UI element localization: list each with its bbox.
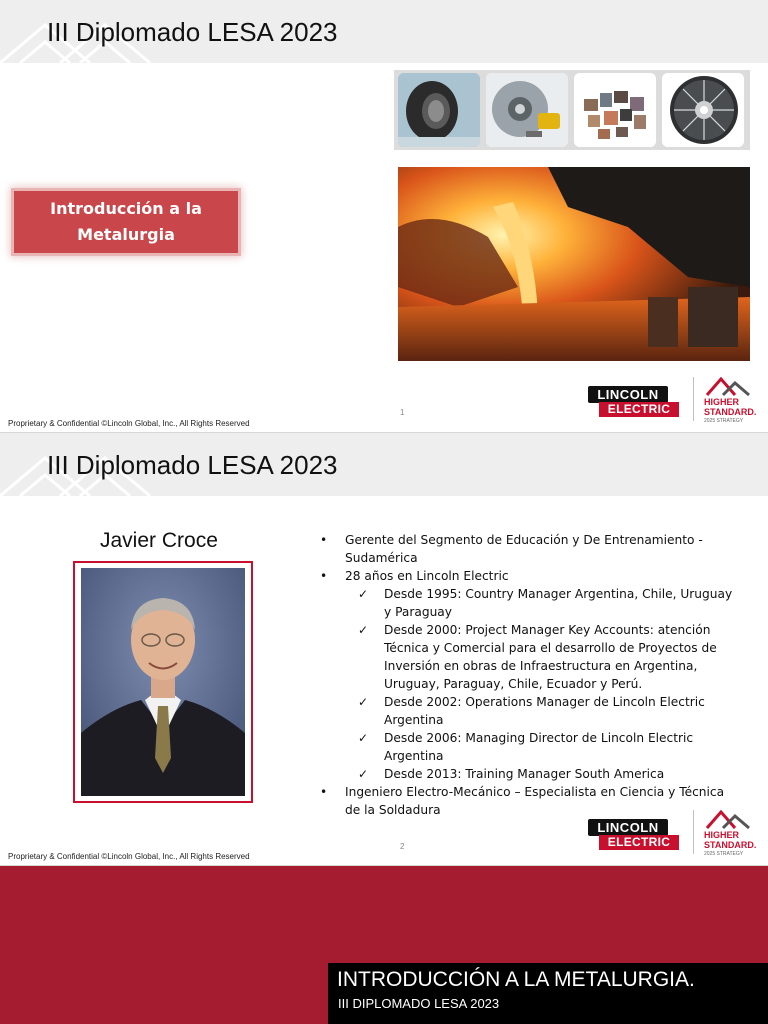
footer-copyright: Proprietary & Confidential ©Lincoln Global, Inc., All Rights Reserved	[8, 852, 250, 861]
higher-standard-mountain-icon	[705, 808, 753, 830]
slide-3-cover	[0, 866, 768, 1024]
bio-bullet: • Gerente del Segmento de Educación y De Entrenamiento - Sudamérica	[320, 533, 703, 565]
higher-standard-mountain-icon	[705, 375, 753, 397]
checkmark-icon: ✓	[358, 695, 369, 709]
bio-check-item: ✓ Desde 1995: Country Manager Argentina, Chile, Uruguay y Paraguay	[358, 587, 733, 619]
page-number: 2	[400, 842, 405, 851]
brand-logos	[588, 375, 756, 423]
cover-title: INTRODUCCIÓN A LA METALURGIA.	[337, 968, 695, 991]
speaker-photo-frame	[73, 561, 253, 803]
materials-image-strip	[394, 70, 750, 150]
bio-check-item: ✓ Desde 2013: Training Manager South America	[358, 767, 665, 781]
slide-header	[0, 433, 768, 496]
speaker-photo	[81, 568, 245, 796]
saw-blade-image	[662, 73, 744, 147]
bio-bullet: • 28 años en Lincoln Electric	[320, 569, 509, 583]
higher-text: HIGHER	[704, 830, 740, 840]
logo-divider	[693, 810, 694, 854]
bio-check-item: ✓ Desde 2006: Managing Director de Lincoln Electric Argentina	[358, 731, 694, 763]
speaker-name: Javier Croce	[100, 529, 218, 552]
higher-text: HIGHER	[704, 397, 740, 407]
bio-check-item: ✓ Desde 2000: Project Manager Key Accounts: atención Técnica y Comercial para el desarrollo de Proyectos de Inversión en obras de Infraestructura en Argentina, Uruguay, Paraguay, Chile, Ecuador y Perú.	[358, 623, 717, 691]
lincoln-logo-top: LINCOLN	[588, 819, 668, 836]
slide-title: III Diplomado LESA 2023	[47, 17, 338, 47]
slide-header	[0, 0, 768, 63]
checkmark-icon: ✓	[358, 767, 369, 781]
speaker-bio-list	[318, 531, 738, 819]
intro-section-box	[14, 191, 238, 253]
intro-line-2: Metalurgia	[77, 225, 175, 244]
strategy-text: 2025 STRATEGY	[704, 418, 744, 424]
tire-image	[398, 73, 480, 147]
page-number: 1	[400, 408, 405, 417]
molten-metal-pour-image	[398, 167, 750, 361]
bio-bullet: • Ingeniero Electro-Mecánico – Especialista en Ciencia y Técnica de la Soldadura	[320, 785, 725, 817]
logo-divider	[693, 377, 694, 421]
cover-subtitle: III DIPLOMADO LESA 2023	[338, 996, 500, 1011]
slide-2	[0, 433, 768, 865]
standard-text: STANDARD.	[704, 407, 757, 417]
intro-line-1: Introducción a la	[50, 199, 202, 218]
lincoln-logo-bottom: ELECTRIC	[599, 402, 679, 417]
checkmark-icon: ✓	[358, 731, 369, 745]
lincoln-logo-top: LINCOLN	[588, 386, 668, 403]
checkmark-icon: ✓	[358, 587, 369, 601]
brake-disc-image	[486, 73, 568, 147]
standard-text: STANDARD.	[704, 840, 757, 850]
slide-1	[0, 0, 768, 432]
bio-check-item: ✓ Desde 2002: Operations Manager de Lincoln Electric Argentina	[358, 695, 705, 727]
lincoln-logo-bottom: ELECTRIC	[599, 835, 679, 850]
cover-title-box	[328, 963, 768, 1024]
brand-logos	[588, 808, 756, 856]
minerals-image	[574, 73, 656, 147]
footer-copyright: Proprietary & Confidential ©Lincoln Global, Inc., All Rights Reserved	[8, 419, 250, 428]
checkmark-icon: ✓	[358, 623, 369, 637]
strategy-text: 2025 STRATEGY	[704, 851, 744, 857]
slide-title: III Diplomado LESA 2023	[47, 450, 338, 480]
